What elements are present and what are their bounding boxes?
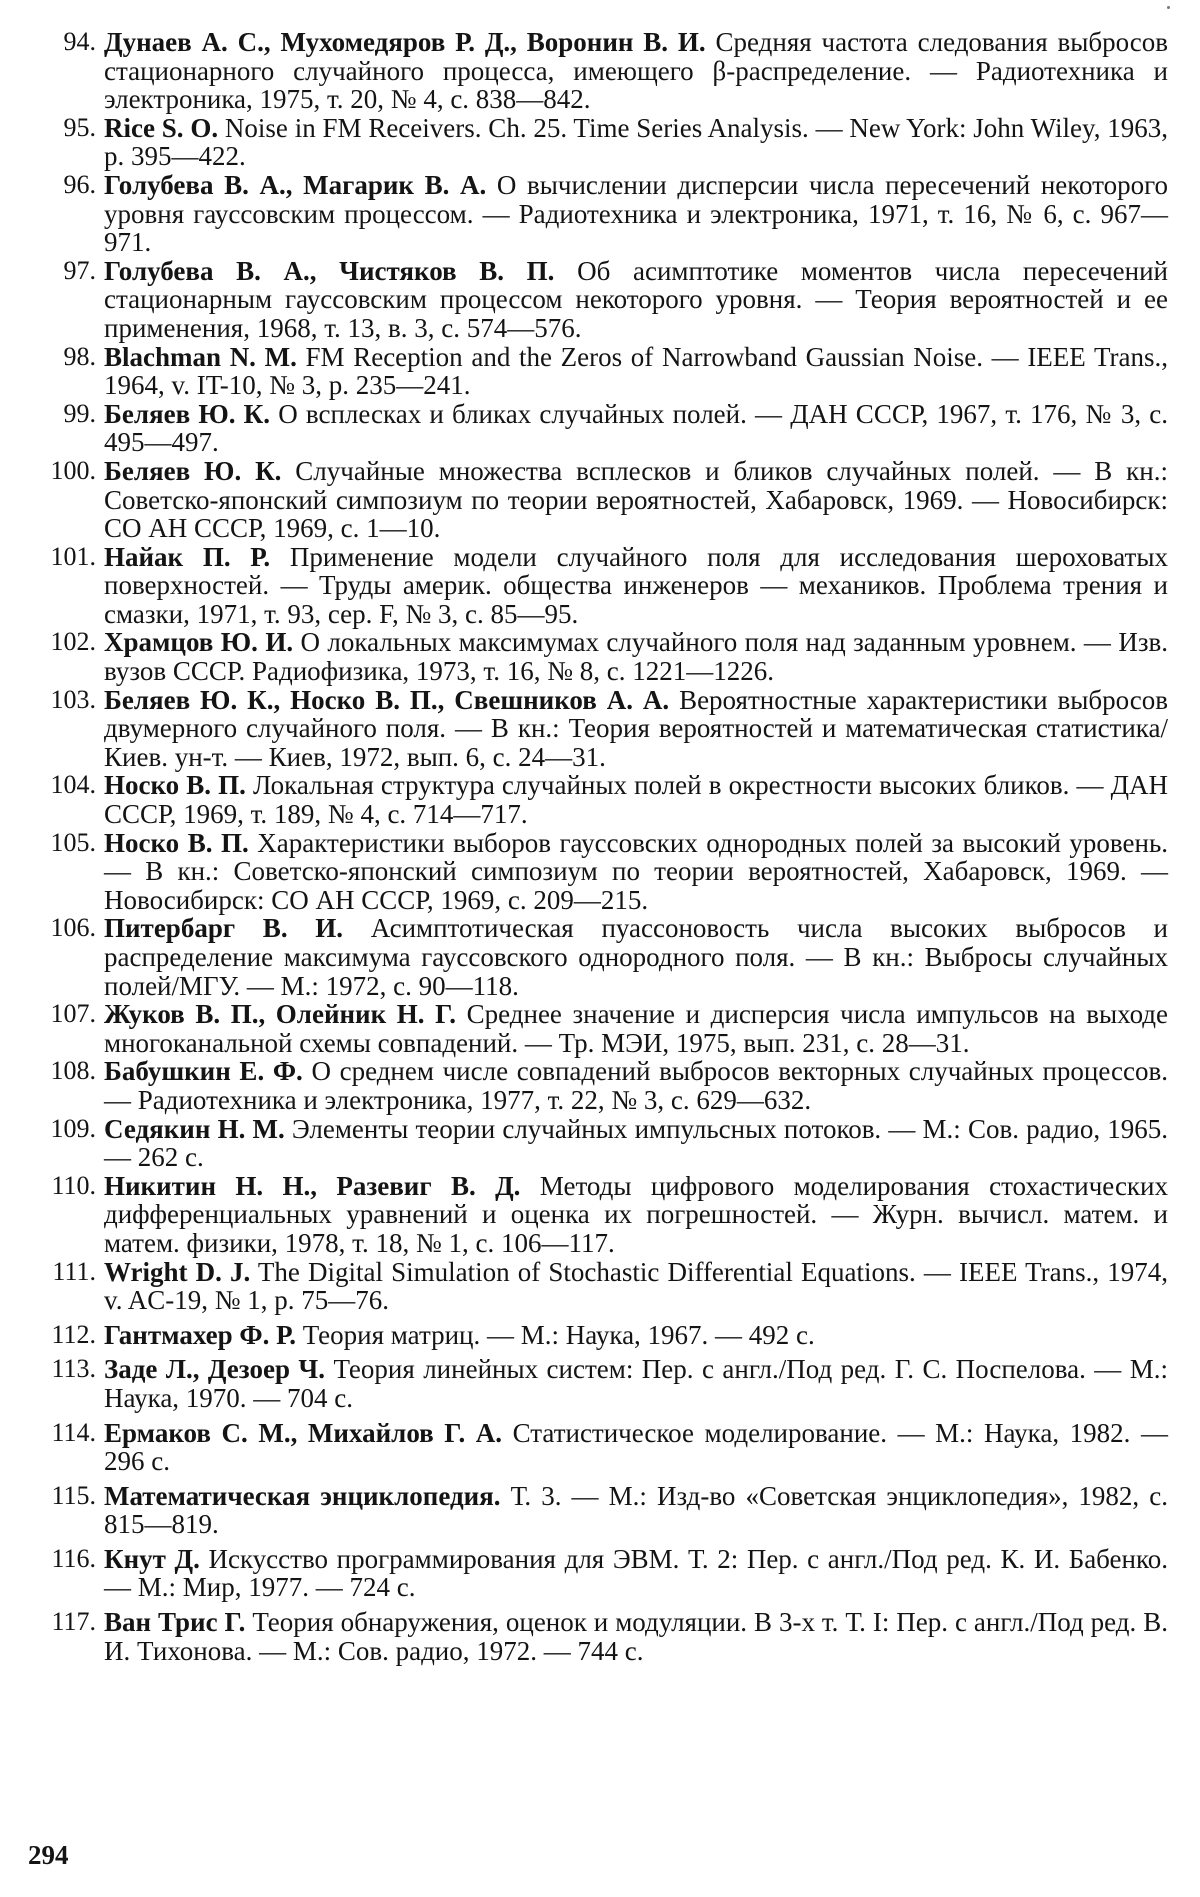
reference-authors: Заде Л., Дезоер Ч.	[104, 1354, 325, 1385]
reference-item	[28, 171, 1168, 257]
reference-authors: Жуков В. П., Олейник Н. Г.	[104, 999, 457, 1030]
reference-authors: Ван Трис Г.	[104, 1607, 246, 1638]
reference-text: Методы цифрового моделирования стохастических дифференциальных уравнений и оценка их погрешностей. — Журн. вычисл. матем. и матем. физики, 1978, т. 18, № 1, с. 106—117.	[104, 1170, 1168, 1258]
reference-authors: Ермаков С. М., Михайлов Г. А.	[104, 1417, 503, 1448]
reference-text: Теория матриц. — М.: Наука, 1967. — 492 с.	[302, 1319, 815, 1350]
reference-number: 116.	[51, 1543, 96, 1573]
reference-text: Теория линейных систем: Пер. с англ./Под ред. Г. С. Поспелова. — М.: Наука, 1970. — 704 с.	[104, 1354, 1169, 1413]
reference-item	[28, 1608, 1168, 1665]
reference-list	[28, 28, 1168, 1665]
reference-item	[28, 829, 1168, 915]
reference-text: Noise in FM Receivers. Ch. 25. Time Series Analysis. — New York: John Wiley, 1963, p. 395—422.	[104, 112, 1169, 172]
reference-body	[104, 829, 1168, 915]
reference-number: 110.	[51, 1170, 96, 1200]
reference-number: 97.	[63, 255, 96, 285]
reference-number: 99.	[63, 398, 96, 428]
reference-authors: Blachman N. M.	[104, 341, 297, 372]
reference-text: Статистическое моделирование. — М.: Наука, 1982. — 296 с.	[104, 1417, 1168, 1477]
reference-authors: Rice S. O.	[104, 112, 219, 143]
reference-body	[104, 1000, 1168, 1057]
reference-body	[104, 1355, 1168, 1412]
reference-text: Случайные множества всплесков и бликов случайных полей. — В кн.: Советско-японский симпозиум по теории вероятностей, Хабаровск, 1969. — Новосибирск: СО АН СССР, 1969, с. 1—10.	[104, 455, 1169, 544]
reference-text: Элементы теории случайных импульсных потоков. — М.: Сов. радио, 1965. — 262 с.	[104, 1113, 1168, 1173]
reference-item	[28, 114, 1168, 171]
reference-text: The Digital Simulation of Stochastic Differential Equations. — IEEE Trans., 1974, v. AC-19, № 1, p. 75—76.	[104, 1256, 1168, 1316]
reference-authors: Найак П. Р.	[104, 541, 271, 572]
reference-item	[28, 1057, 1168, 1114]
reference-text: Локальная структура случайных полей в окрестности высоких бликов. — ДАН СССР, 1969, т. 189, № 4, с. 714—717.	[104, 770, 1169, 830]
reference-number: 95.	[63, 112, 96, 142]
reference-number: 109.	[50, 1113, 96, 1143]
reference-number: 98.	[63, 341, 96, 371]
reference-number: 100.	[50, 455, 96, 485]
reference-body	[104, 1258, 1168, 1315]
reference-body	[104, 1608, 1168, 1665]
reference-number: 103.	[50, 684, 96, 714]
reference-item	[28, 1000, 1168, 1057]
reference-number: 113.	[51, 1354, 96, 1384]
reference-body	[104, 1321, 1168, 1350]
reference-authors: Никитин Н. Н., Разевиг В. Д.	[104, 1170, 521, 1201]
reference-item	[28, 28, 1168, 114]
reference-authors: Беляев Ю. К.	[104, 455, 282, 486]
reference-text: Применение модели случайного поля для исследования шероховатых поверхностей. — Труды америк. общества инженеров — механиков. Проблема трения и смазки, 1971, т. 93, сер. F, № 3, с. 85—95.	[104, 541, 1168, 629]
reference-body	[104, 914, 1168, 1000]
reference-item	[28, 1258, 1168, 1315]
reference-authors: Носко В. П.	[104, 827, 249, 858]
reference-authors: Беляев Ю. К., Носко В. П., Свешников А. А.	[104, 684, 670, 715]
reference-number: 115.	[51, 1480, 96, 1510]
reference-text: О среднем числе совпадений выбросов векторных случайных процессов. — Радиотехника и электроника, 1977, т. 22, № 3, с. 629—632.	[104, 1056, 1168, 1115]
reference-number: 112.	[51, 1319, 96, 1349]
reference-number: 117.	[51, 1607, 96, 1637]
reference-body	[104, 1115, 1168, 1172]
reference-number: 114.	[51, 1417, 96, 1447]
reference-number: 111.	[52, 1256, 96, 1286]
reference-authors: Кнут Д.	[104, 1543, 200, 1574]
reference-item	[28, 400, 1168, 457]
reference-body	[104, 1057, 1168, 1114]
reference-authors: Дунаев А. С., Мухомедяров Р. Д., Воронин В. И.	[104, 27, 706, 57]
reference-item	[28, 457, 1168, 543]
reference-authors: Wright D. J.	[104, 1256, 251, 1287]
reference-authors: Храмцов Ю. И.	[104, 627, 294, 658]
reference-item	[28, 1115, 1168, 1172]
reference-body	[104, 114, 1168, 171]
reference-item	[28, 771, 1168, 828]
reference-body	[104, 343, 1168, 400]
reference-authors: Голубева В. А., Чистяков В. П.	[104, 255, 555, 286]
reference-number: 94.	[63, 27, 96, 56]
reference-body	[104, 457, 1168, 543]
reference-number: 104.	[50, 770, 96, 800]
reference-number: 107.	[50, 999, 96, 1029]
reference-text: Теория обнаружения, оценок и модуляции. В 3-х т. Т. I: Пер. с англ./Под ред. В. И. Тихонова. — М.: Сов. радио, 1972. — 744 с.	[104, 1607, 1168, 1666]
reference-body	[104, 171, 1168, 257]
reference-text: Среднее значение и дисперсия числа импульсов на выходе многоканальной схемы совпадений. — Тр. МЭИ, 1975, вып. 231, с. 28—31.	[104, 999, 1169, 1058]
reference-item	[28, 686, 1168, 772]
scan-dot	[1167, 6, 1170, 9]
reference-authors: Носко В. П.	[104, 770, 246, 801]
reference-number: 105.	[50, 827, 96, 857]
reference-text: Об асимптотике моментов числа пересечений стационарным гауссовским процессом некоторого уровня. — Теория вероятностей и ее применения, 1968, т. 13, в. 3, с. 574—576.	[104, 255, 1169, 343]
reference-item	[28, 1545, 1168, 1602]
page-number: 294	[28, 1840, 69, 1870]
reference-authors: Седякин Н. М.	[104, 1113, 285, 1144]
reference-body	[104, 1545, 1168, 1602]
reference-authors: Гантмахер Ф. Р.	[104, 1319, 296, 1350]
reference-item	[28, 628, 1168, 685]
reference-authors: Голубева В. А., Магарик В. А.	[104, 169, 487, 200]
reference-body	[104, 771, 1168, 828]
reference-number: 108.	[50, 1056, 96, 1086]
reference-body	[104, 686, 1168, 772]
reference-body	[104, 628, 1168, 685]
reference-authors: Беляев Ю. К.	[104, 398, 270, 429]
reference-text: Искусство программирования для ЭВМ. Т. 2: Пер. с англ./Под ред. К. И. Бабенко. — М.: Мир, 1977. — 724 с.	[104, 1543, 1168, 1603]
reference-number: 102.	[50, 627, 96, 657]
reference-text: Средняя частота следования выбросов стационарного случайного процесса, имеющего β-распределение. — Радиотехника и электроника, 1975, т. 20, № 4, с. 838—842.	[104, 27, 1169, 115]
reference-number: 96.	[63, 169, 96, 199]
reference-number: 106.	[50, 913, 96, 943]
reference-text: О локальных максимумах случайного поля над заданным уровнем. — Изв. вузов СССР. Радиофизика, 1973, т. 16, № 8, с. 1221—1226.	[104, 627, 1169, 687]
reference-body	[104, 400, 1168, 457]
reference-text: Вероятностные характеристики выбросов двумерного случайного поля. — В кн.: Теория вероятностей и математическая статистика/Киев. ун-т. — Киев, 1972, вып. 6, с. 24—31.	[104, 684, 1168, 772]
reference-text: Характеристики выборов гауссовских однородных полей за высокий уровень. — В кн.: Советско-японский симпозиум по теории вероятностей, Хабаровск, 1969. — Новосибирск: СО АН СССР, 1969, с. 209—215.	[104, 827, 1169, 915]
reference-item	[28, 257, 1168, 343]
reference-item	[28, 1482, 1168, 1539]
reference-number: 101.	[50, 541, 96, 571]
bibliography-page	[28, 28, 1168, 1665]
reference-authors: Математическая энциклопедия.	[104, 1480, 501, 1511]
reference-text: О вычислении дисперсии числа пересечений некоторого уровня гауссовским процессом. — Радиотехника и электроника, 1971, т. 16, № 6, с. 967—971.	[104, 169, 1168, 258]
reference-item	[28, 1419, 1168, 1476]
reference-item	[28, 1321, 1168, 1350]
reference-body	[104, 1419, 1168, 1476]
reference-item	[28, 343, 1168, 400]
reference-body	[104, 543, 1168, 629]
reference-item	[28, 543, 1168, 629]
reference-text: Асимптотическая пуассоновость числа высоких выбросов и распределение максимума гауссовского однородного поля. — В кн.: Выбросы случайных полей/МГУ. — М.: 1972, с. 90—118.	[104, 913, 1169, 1001]
reference-item	[28, 1355, 1168, 1412]
reference-body	[104, 257, 1168, 343]
reference-text: FM Reception and the Zeros of Narrowband Gaussian Noise. — IEEE Trans., 1964, v. IT-10, № 3, p. 235—241.	[104, 341, 1168, 401]
reference-body	[104, 28, 1168, 114]
reference-text: О всплесках и бликах случайных полей. — ДАН СССР, 1967, т. 176, № 3, с. 495—497.	[104, 398, 1168, 458]
reference-item	[28, 1172, 1168, 1258]
reference-item	[28, 914, 1168, 1000]
reference-authors: Бабушкин Е. Ф.	[104, 1056, 303, 1087]
reference-authors: Питербарг В. И.	[104, 913, 344, 944]
reference-text: Т. 3. — М.: Изд-во «Советская энциклопедия», 1982, с. 815—819.	[104, 1480, 1168, 1540]
reference-body	[104, 1482, 1168, 1539]
reference-body	[104, 1172, 1168, 1258]
